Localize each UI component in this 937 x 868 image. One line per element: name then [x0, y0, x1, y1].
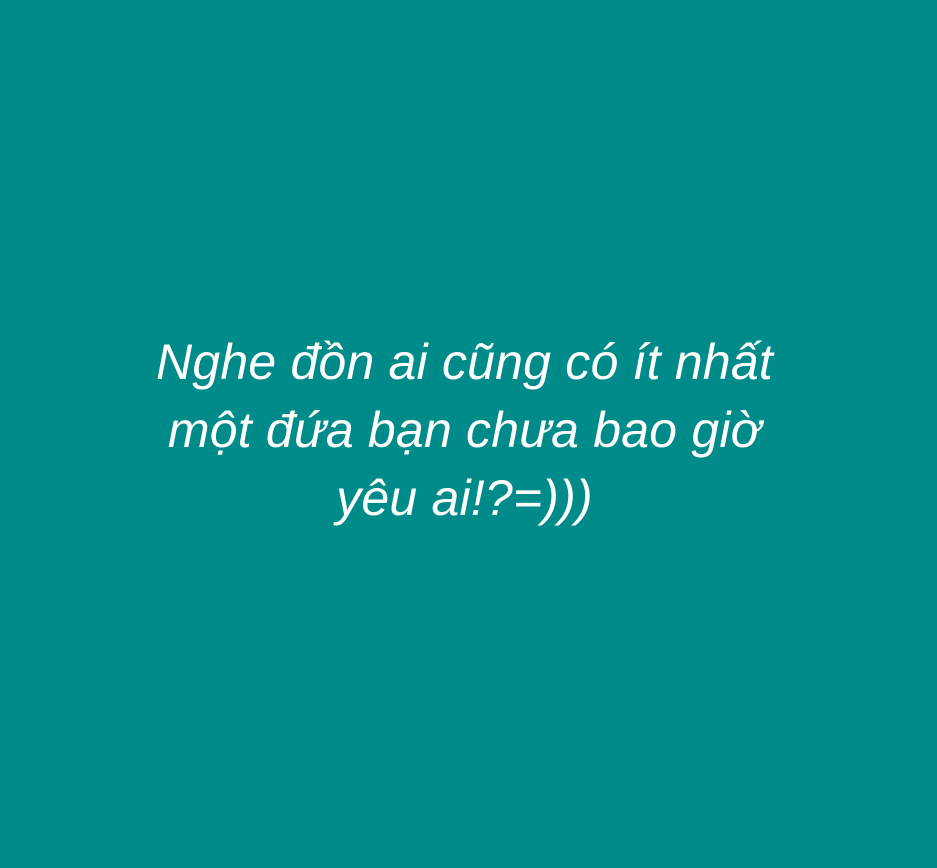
post-text-line-2: một đứa bạn chưa bao giờ — [167, 402, 762, 458]
post-text-line-1: Nghe đồn ai cũng có ít nhất — [156, 334, 773, 390]
post-text-line-3: yêu ai!?=))) — [336, 470, 593, 526]
post-text — [0, 328, 933, 532]
